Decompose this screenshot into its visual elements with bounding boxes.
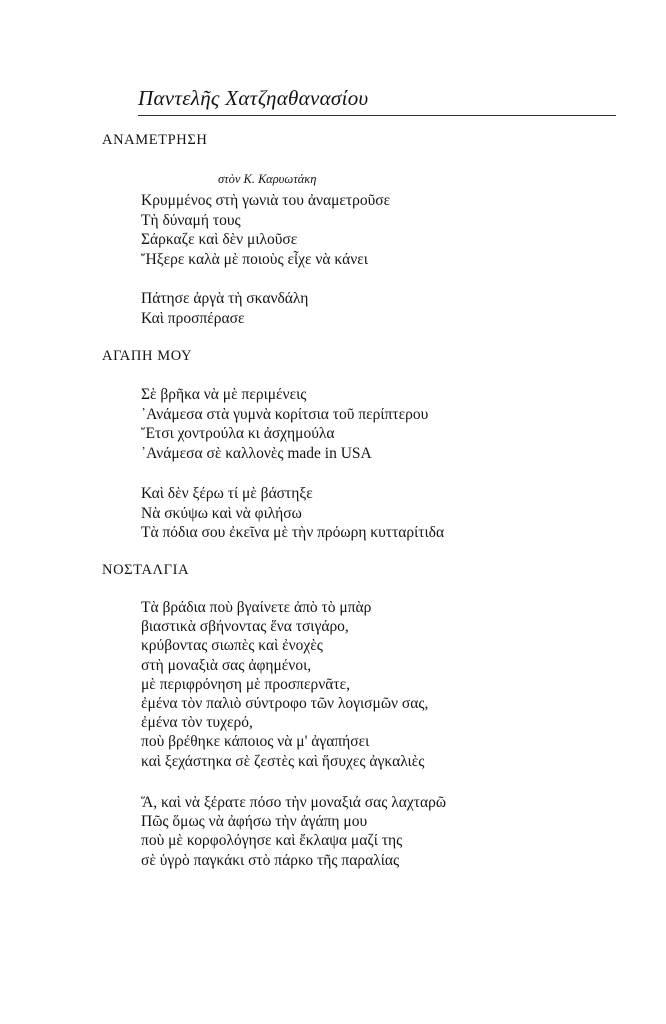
poem-dedication: στὸν Κ. Καρυωτάκη: [218, 172, 317, 186]
author-name: Παντελῆς Χατζηαθανασίου: [138, 86, 369, 110]
header-rule: [138, 115, 616, 116]
poem-stanza: [141, 289, 308, 328]
poem-stanza: [141, 598, 428, 771]
poem-line: Τὴ δύναμή τους: [141, 211, 241, 229]
poem-line: Τὰ πόδια σου ἐκεῖνα μὲ τὴν πρόωρη κυτταρίτιδα: [141, 524, 445, 542]
poem-line: βιαστικὰ σβήνοντας ἕνα τσιγάρο,: [141, 618, 349, 636]
poem-stanza: [141, 484, 444, 543]
poem-line: ᾽Ανάμεσα στὰ γυμνὰ κορίτσια τοῦ περίπτερου: [141, 405, 429, 423]
poem-line: Πῶς ὅμως νὰ ἀφήσω τὴν ἀγάπη μου: [141, 813, 368, 831]
poem-line: Ἅ, καὶ νὰ ξέρατε πόσο τὴν μοναξιά σας λαχταρῶ: [141, 794, 447, 811]
poem-line: σὲ ὑγρὸ παγκάκι στὸ πάρκο τῆς παραλίας: [141, 851, 400, 869]
poem-line: Σάρκαζε καὶ δὲν μιλοῦσε: [141, 231, 298, 249]
poem-line: Πάτησε ἀργὰ τὴ σκανδάλη: [141, 290, 309, 307]
poem-line: ᾽Ανάμεσα σὲ καλλονὲς made in USA: [141, 444, 372, 462]
poem-title: ΑΝΑΜΕΤΡΗΣΗ: [102, 132, 208, 148]
poem-line: Καὶ προσπέρασε: [141, 309, 245, 327]
poem-line: Τὰ βράδια ποὺ βγαίνετε ἀπὸ τὸ μπὰρ: [141, 599, 372, 616]
poem-stanza: [141, 191, 390, 269]
poem-title: ΑΓΑΠΗ ΜΟΥ: [102, 348, 193, 364]
poem-line: Καὶ δὲν ξέρω τί μὲ βάστηξε: [141, 485, 313, 502]
poem-title: ΝΟΣΤΑΛΓΙΑ: [102, 562, 190, 578]
poem-line: Κρυμμένος στὴ γωνιὰ του ἀναμετροῦσε: [141, 192, 391, 209]
running-header: [138, 84, 616, 118]
poem-line: ποὺ βρέθηκε κάποιος νὰ μ' ἀγαπήσει: [141, 733, 370, 751]
poem-line: Νὰ σκύψω καὶ νὰ φιλήσω: [141, 504, 302, 522]
poem-line: Σὲ βρῆκα νὰ μὲ περιμένεις: [141, 386, 307, 403]
poem-line: Ἔτσι χοντρούλα κι ἀσχημούλα: [141, 425, 335, 443]
poem-line: ἐμένα τὸν παλιὸ σύντροφο τῶν λογισμῶν σας,: [141, 695, 429, 713]
poem-line: καὶ ξεχάστηκα σὲ ζεστὲς καὶ ἥσυχες ἀγκαλιὲς: [141, 752, 425, 770]
poem-line: ποὺ μὲ κορφολόγησε καὶ ἔκλαψα μαζί της: [141, 832, 403, 850]
poem-line: ἐμένα τὸν τυχερό,: [141, 714, 253, 732]
poem-stanza: [141, 793, 446, 870]
poem-stanza: [141, 385, 428, 463]
poem-line: Ἤξερε καλὰ μὲ ποιοὺς εἶχε νὰ κάνει: [141, 250, 368, 268]
poem-line: μὲ περιφρόνηση μὲ προσπερνᾶτε,: [141, 675, 350, 693]
poem-line: κρύβοντας σιωπὲς καὶ ἐνοχὲς: [141, 637, 323, 655]
poem-line: στὴ μοναξιὰ σας ἀφημένοι,: [141, 656, 312, 674]
